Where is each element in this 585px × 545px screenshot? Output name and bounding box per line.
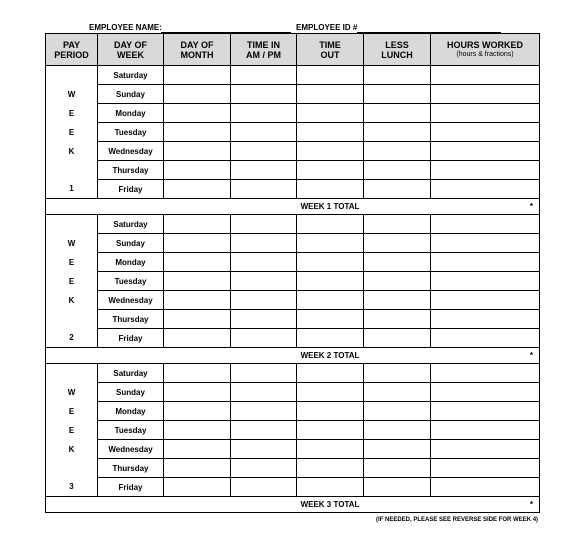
day-of-month-cell[interactable]: [164, 234, 231, 253]
hours-worked-cell[interactable]: [431, 215, 540, 234]
day-of-month-cell[interactable]: [164, 66, 231, 85]
time-in-cell[interactable]: [231, 180, 297, 199]
less-lunch-cell[interactable]: [364, 291, 431, 310]
day-of-month-cell[interactable]: [164, 123, 231, 142]
time-in-cell[interactable]: [231, 234, 297, 253]
less-lunch-cell[interactable]: [364, 142, 431, 161]
hours-worked-cell[interactable]: [431, 478, 540, 497]
time-out-cell[interactable]: [297, 123, 364, 142]
table-row: [46, 215, 540, 234]
time-out-cell[interactable]: [297, 402, 364, 421]
time-in-cell[interactable]: [231, 142, 297, 161]
time-out-cell[interactable]: [297, 383, 364, 402]
total-row-cell: [231, 497, 297, 513]
time-in-cell[interactable]: [231, 310, 297, 329]
less-lunch-cell[interactable]: [364, 421, 431, 440]
less-lunch-cell[interactable]: [364, 329, 431, 348]
week-total-label: WEEK 2 TOTAL: [297, 348, 364, 364]
table-row: [46, 310, 540, 329]
day-of-month-cell[interactable]: [164, 291, 231, 310]
total-row-cell: [46, 348, 98, 364]
day-of-week-cell: Thursday: [98, 161, 164, 180]
less-lunch-cell[interactable]: [364, 383, 431, 402]
col-day-of-month: DAY OF MONTH: [164, 34, 231, 66]
less-lunch-cell[interactable]: [364, 234, 431, 253]
total-row-cell: [98, 497, 164, 513]
pay-period-letter: E: [46, 104, 98, 123]
total-row-cell: [98, 348, 164, 364]
time-in-cell[interactable]: [231, 421, 297, 440]
pay-period-letter: K: [46, 291, 98, 310]
time-in-cell[interactable]: [231, 329, 297, 348]
day-of-month-cell[interactable]: [164, 104, 231, 123]
table-row: [46, 85, 540, 104]
time-out-cell[interactable]: [297, 421, 364, 440]
day-of-week-cell: Saturday: [98, 364, 164, 383]
table-row: [46, 253, 540, 272]
less-lunch-cell[interactable]: [364, 66, 431, 85]
pay-period-letter: W: [46, 234, 98, 253]
day-of-month-cell[interactable]: [164, 272, 231, 291]
week-total-label: WEEK 3 TOTAL: [297, 497, 364, 513]
table-row: [46, 142, 540, 161]
time-in-cell[interactable]: [231, 402, 297, 421]
pay-period-letter: W: [46, 85, 98, 104]
hours-worked-cell[interactable]: [431, 329, 540, 348]
time-out-cell[interactable]: [297, 104, 364, 123]
less-lunch-cell[interactable]: [364, 253, 431, 272]
less-lunch-cell[interactable]: [364, 459, 431, 478]
time-out-cell[interactable]: [297, 440, 364, 459]
day-of-week-cell: Thursday: [98, 459, 164, 478]
col-pay-period: PAY PERIOD: [46, 34, 98, 66]
time-in-cell[interactable]: [231, 440, 297, 459]
table-row: [46, 66, 540, 85]
day-of-week-cell: Sunday: [98, 383, 164, 402]
time-out-cell[interactable]: [297, 291, 364, 310]
day-of-week-cell: Wednesday: [98, 440, 164, 459]
pay-period-letter: W: [46, 383, 98, 402]
table-row: [46, 478, 540, 497]
less-lunch-cell[interactable]: [364, 104, 431, 123]
table-row: [46, 364, 540, 383]
day-of-month-cell[interactable]: [164, 329, 231, 348]
time-out-cell[interactable]: [297, 234, 364, 253]
time-out-cell[interactable]: [297, 161, 364, 180]
less-lunch-cell[interactable]: [364, 440, 431, 459]
hours-worked-cell[interactable]: [431, 440, 540, 459]
time-out-cell[interactable]: [297, 364, 364, 383]
hours-worked-cell[interactable]: [431, 310, 540, 329]
day-of-month-cell[interactable]: [164, 161, 231, 180]
table-row: [46, 440, 540, 459]
col-hours-worked: HOURS WORKED (hours & fractions): [431, 34, 540, 66]
table-row: [46, 383, 540, 402]
day-of-month-cell[interactable]: [164, 402, 231, 421]
pay-period-letter: [46, 364, 98, 383]
hours-worked-cell[interactable]: [431, 66, 540, 85]
total-row-cell: [46, 497, 98, 513]
hours-worked-cell[interactable]: [431, 459, 540, 478]
hours-worked-cell[interactable]: [431, 123, 540, 142]
day-of-week-cell: Friday: [98, 329, 164, 348]
week-total-row: [46, 348, 540, 364]
hours-worked-cell[interactable]: [431, 180, 540, 199]
day-of-week-cell: Thursday: [98, 310, 164, 329]
pay-period-letter: K: [46, 142, 98, 161]
col-day-of-week: DAY OF WEEK: [98, 34, 164, 66]
time-in-cell[interactable]: [231, 291, 297, 310]
day-of-week-cell: Saturday: [98, 66, 164, 85]
less-lunch-cell[interactable]: [364, 85, 431, 104]
hours-worked-cell[interactable]: [431, 421, 540, 440]
less-lunch-cell[interactable]: [364, 215, 431, 234]
week-total-value[interactable]: *: [431, 497, 540, 513]
table-row: [46, 104, 540, 123]
day-of-month-cell[interactable]: [164, 364, 231, 383]
col-less-lunch: LESS LUNCH: [364, 34, 431, 66]
pay-period-letter: E: [46, 123, 98, 142]
time-in-cell[interactable]: [231, 253, 297, 272]
hours-worked-cell[interactable]: [431, 85, 540, 104]
day-of-month-cell[interactable]: [164, 440, 231, 459]
less-lunch-cell[interactable]: [364, 272, 431, 291]
time-in-cell[interactable]: [231, 478, 297, 497]
col-time-in: TIME IN AM / PM: [231, 34, 297, 66]
total-row-cell: [364, 348, 431, 364]
day-of-week-cell: Wednesday: [98, 291, 164, 310]
day-of-week-cell: Friday: [98, 478, 164, 497]
time-out-cell[interactable]: [297, 85, 364, 104]
less-lunch-cell[interactable]: [364, 364, 431, 383]
day-of-week-cell: Saturday: [98, 215, 164, 234]
table-row: [46, 180, 540, 199]
time-in-cell[interactable]: [231, 272, 297, 291]
table-row: [46, 291, 540, 310]
total-row-cell: [46, 199, 98, 215]
day-of-week-cell: Monday: [98, 253, 164, 272]
day-of-week-cell: Monday: [98, 402, 164, 421]
day-of-month-cell[interactable]: [164, 215, 231, 234]
time-out-cell[interactable]: [297, 253, 364, 272]
pay-period-letter: [46, 459, 98, 478]
pay-period-letter: E: [46, 253, 98, 272]
day-of-week-cell: Tuesday: [98, 421, 164, 440]
time-in-cell[interactable]: [231, 161, 297, 180]
pay-period-letter: E: [46, 402, 98, 421]
week-total-row: [46, 497, 540, 513]
day-of-week-cell: Wednesday: [98, 142, 164, 161]
total-row-cell: [164, 199, 231, 215]
less-lunch-cell[interactable]: [364, 310, 431, 329]
header-row: [46, 34, 540, 66]
table-row: [46, 234, 540, 253]
day-of-month-cell[interactable]: [164, 478, 231, 497]
pay-period-letter: E: [46, 272, 98, 291]
pay-period-letter: 1: [46, 180, 98, 199]
time-in-cell[interactable]: [231, 85, 297, 104]
time-out-cell[interactable]: [297, 478, 364, 497]
hours-worked-cell[interactable]: [431, 104, 540, 123]
pay-period-letter: E: [46, 421, 98, 440]
time-in-cell[interactable]: [231, 364, 297, 383]
less-lunch-cell[interactable]: [364, 123, 431, 142]
day-of-week-cell: Tuesday: [98, 123, 164, 142]
hours-worked-cell[interactable]: [431, 234, 540, 253]
total-row-cell: [364, 199, 431, 215]
week-total-label: WEEK 1 TOTAL: [297, 199, 364, 215]
day-of-week-cell: Sunday: [98, 85, 164, 104]
total-row-cell: [364, 497, 431, 513]
form-header: [0, 0, 585, 30]
pay-period-letter: 3: [46, 478, 98, 497]
col-time-out: TIME OUT: [297, 34, 364, 66]
time-in-cell[interactable]: [231, 123, 297, 142]
total-row-cell: [164, 348, 231, 364]
hours-worked-cell[interactable]: [431, 253, 540, 272]
employee-name-label: EMPLOYEE NAME:: [89, 23, 162, 32]
pay-period-letter: [46, 161, 98, 180]
total-row-cell: [164, 497, 231, 513]
table-row: [46, 459, 540, 478]
less-lunch-cell[interactable]: [364, 161, 431, 180]
table-row: [46, 161, 540, 180]
footer-note: (IF NEEDED, PLEASE SEE REVERSE SIDE FOR WEEK 4): [376, 517, 539, 523]
hours-worked-cell[interactable]: [431, 402, 540, 421]
table-row: [46, 272, 540, 291]
timesheet-table: [45, 33, 540, 513]
hours-worked-cell[interactable]: [431, 291, 540, 310]
day-of-month-cell[interactable]: [164, 180, 231, 199]
total-row-cell: [98, 199, 164, 215]
hours-worked-cell[interactable]: [431, 142, 540, 161]
day-of-month-cell[interactable]: [164, 421, 231, 440]
less-lunch-cell[interactable]: [364, 478, 431, 497]
time-in-cell[interactable]: [231, 104, 297, 123]
time-out-cell[interactable]: [297, 272, 364, 291]
total-row-cell: [231, 348, 297, 364]
hours-worked-cell[interactable]: [431, 272, 540, 291]
table-row: [46, 123, 540, 142]
time-out-cell[interactable]: [297, 459, 364, 478]
pay-period-letter: [46, 215, 98, 234]
pay-period-letter: K: [46, 440, 98, 459]
week-total-value[interactable]: *: [431, 199, 540, 215]
day-of-month-cell[interactable]: [164, 253, 231, 272]
time-out-cell[interactable]: [297, 180, 364, 199]
less-lunch-cell[interactable]: [364, 402, 431, 421]
time-out-cell[interactable]: [297, 310, 364, 329]
pay-period-letter: [46, 310, 98, 329]
time-in-cell[interactable]: [231, 459, 297, 478]
table-row: [46, 402, 540, 421]
table-row: [46, 329, 540, 348]
hours-worked-cell[interactable]: [431, 161, 540, 180]
time-out-cell[interactable]: [297, 215, 364, 234]
time-in-cell[interactable]: [231, 66, 297, 85]
day-of-month-cell[interactable]: [164, 142, 231, 161]
day-of-week-cell: Monday: [98, 104, 164, 123]
day-of-week-cell: Tuesday: [98, 272, 164, 291]
time-in-cell[interactable]: [231, 215, 297, 234]
time-out-cell[interactable]: [297, 142, 364, 161]
employee-id-label: EMPLOYEE ID #: [296, 23, 358, 32]
day-of-month-cell[interactable]: [164, 383, 231, 402]
day-of-week-cell: Friday: [98, 180, 164, 199]
week-total-value[interactable]: *: [431, 348, 540, 364]
time-out-cell[interactable]: [297, 66, 364, 85]
pay-period-letter: 2: [46, 329, 98, 348]
timesheet-body: [46, 66, 540, 513]
time-in-cell[interactable]: [231, 383, 297, 402]
time-out-cell[interactable]: [297, 329, 364, 348]
day-of-month-cell[interactable]: [164, 310, 231, 329]
day-of-month-cell[interactable]: [164, 459, 231, 478]
hours-worked-cell[interactable]: [431, 364, 540, 383]
pay-period-letter: [46, 66, 98, 85]
week-total-row: [46, 199, 540, 215]
table-row: [46, 421, 540, 440]
hours-worked-cell[interactable]: [431, 383, 540, 402]
day-of-month-cell[interactable]: [164, 85, 231, 104]
day-of-week-cell: Sunday: [98, 234, 164, 253]
less-lunch-cell[interactable]: [364, 180, 431, 199]
total-row-cell: [231, 199, 297, 215]
